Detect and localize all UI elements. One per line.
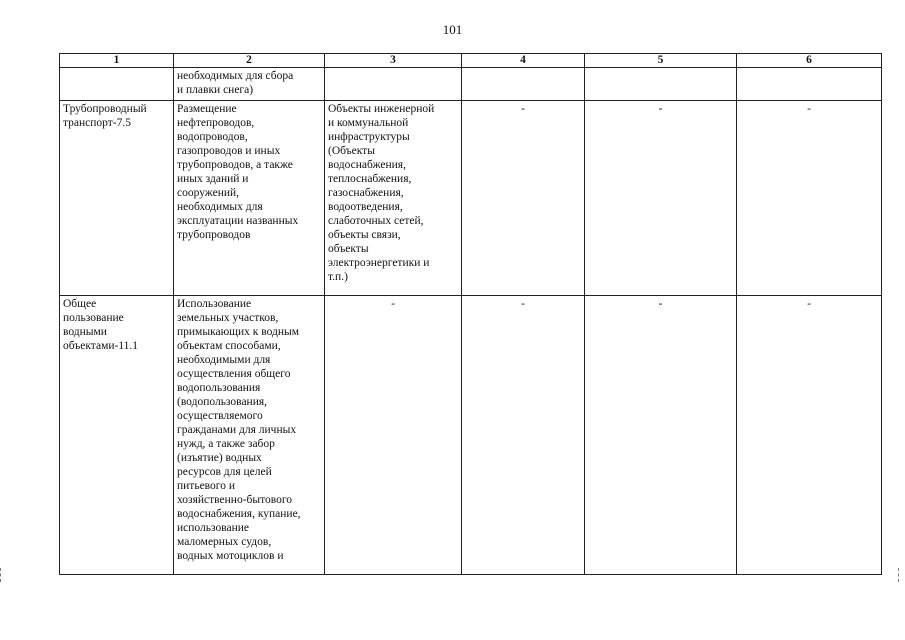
- cell-text: -: [807, 298, 811, 310]
- header-col-3: 3: [325, 54, 462, 68]
- table-cell: [737, 68, 882, 101]
- regulations-table: [59, 53, 882, 575]
- table-cell: [60, 101, 174, 296]
- table-cell: [462, 68, 585, 101]
- cell-text: -: [658, 103, 663, 115]
- cell-text: Использование земельных участков, примыкающих к водным объектам способами, необходимыми для осуществления общего водопользования (водопользования, осуществляемого гражданами для личных нужд, а также забор (изъятие) водных ресурсов для целей питьевого и хозяйственно-бытового водоснабжения, купание, использование маломерных судов, водных мотоциклов и: [177, 298, 301, 562]
- header-col-1: 1: [60, 54, 174, 68]
- table-cell: [174, 68, 325, 101]
- scan-edge-mark: [0, 568, 4, 582]
- table-cell: [325, 101, 462, 296]
- header-col-6: 6: [737, 54, 882, 68]
- table-cell: [462, 101, 585, 296]
- cell-text: -: [521, 103, 525, 115]
- cell-text: -: [391, 298, 395, 310]
- table-cell: [737, 101, 882, 296]
- header-col-5: 5: [585, 54, 737, 68]
- cell-text: необходимых для сбора и плавки снега): [177, 70, 294, 96]
- page-number: 101: [442, 22, 463, 37]
- cell-text: -: [807, 103, 811, 115]
- table-cell: [325, 68, 462, 101]
- cell-text: Трубопроводный транспорт-7.5: [63, 103, 147, 129]
- cell-text: Общее пользование водными объектами-11.1: [63, 298, 139, 352]
- table-row: [60, 68, 882, 101]
- cell-text: Размещение нефтепроводов, водопроводов, газопроводов и иных трубопроводов, а также иных зданий и сооружений, необходимых для эксплуатации названных трубопроводов: [177, 103, 299, 241]
- table-row: [60, 101, 882, 296]
- table-cell: [585, 68, 737, 101]
- header-row: [60, 54, 882, 68]
- table-cell: [174, 296, 325, 575]
- table-cell: [325, 296, 462, 575]
- table-cell: [585, 296, 737, 575]
- table-cell: [462, 296, 585, 575]
- cell-text: -: [521, 298, 525, 310]
- table-cell: [585, 101, 737, 296]
- header-col-4: 4: [462, 54, 585, 68]
- table-row: [60, 296, 882, 575]
- cell-text: Объекты инженерной и коммунальной инфраструктуры (Объекты водоснабжения, теплоснабжения, газоснабжения, водоотведения, слаботочных сетей, объекты связи, объекты электроэнергетики и т.п.): [328, 103, 435, 283]
- header-col-2: 2: [174, 54, 325, 68]
- scan-edge-mark: [898, 568, 902, 582]
- table-cell: [737, 296, 882, 575]
- table-cell: [60, 296, 174, 575]
- table-cell: [60, 68, 174, 101]
- cell-text: -: [658, 298, 663, 310]
- table-cell: [174, 101, 325, 296]
